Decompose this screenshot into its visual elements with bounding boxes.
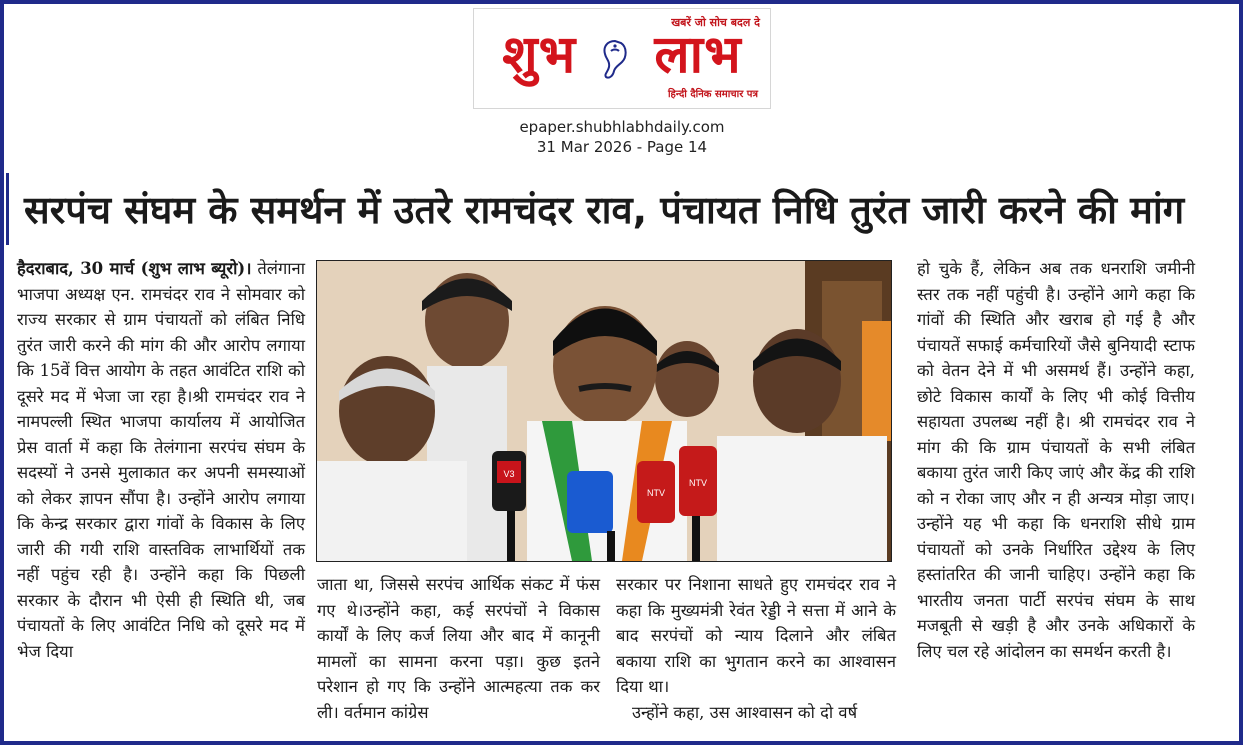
article-column-1-text: तेलंगाना भाजपा अध्यक्ष एन. रामचंदर राव ने सोमवार को राज्य सरकार से ग्राम पंचायतों को लंबित निधि तुरंत जारी करने की मांग की और आरोप लगाया कि 15वें वित्त आयोग के तहत आवंटित राशि को दूसरे मद में भेजा जा रहा है।श्री रामचंदर राव ने नामपल्ली स्थित भाजपा कार्यालय में आयोजित प्रेस वार्ता में कहा कि तेलंगाना सरपंच संघम के सदस्यों ने उनसे मुलाकात कर अपनी समस्याओं को लेकर ज्ञापन सौंपा है। उन्होंने आरोप लगाया कि केन्द्र सरकार द्वारा गांवों के विकास के लिए जारी की गयी राशि वास्तविक लाभार्थियों तक नहीं पहुंच रही है। उन्होंने कहा कि पिछली सरकार के दौरान भी ऐसी ही स्थिति थी, जब पंचायतों के लिए आवंटित निधि को दूसरे मद में भेज दिया — [17, 259, 305, 661]
headline-accent-bar — [6, 173, 9, 245]
article-column-4 — [917, 256, 1195, 664]
masthead-tagline: खबरें जो सोच बदल दे — [671, 16, 760, 29]
logo-wordmark — [474, 23, 770, 87]
logo-word-left: शुभ — [502, 25, 577, 85]
ganesh-icon — [597, 37, 633, 79]
epaper-url[interactable]: epaper.shubhlabhdaily.com — [519, 118, 725, 136]
photo-illustration — [317, 261, 892, 562]
article-column-3 — [616, 572, 896, 725]
masthead-logo[interactable] — [473, 8, 771, 109]
article-column-3-text: सरकार पर निशाना साधते हुए रामचंदर राव ने कहा कि मुख्यमंत्री रेवंत रेड्डी ने सत्ता में आने के बाद सरपंचों को न्याय दिलाने और लंबित बकाया राशि का भुगतान करने का आश्वासन दिया था। — [616, 575, 896, 696]
press-conference-photo — [316, 260, 892, 562]
article-column-2 — [317, 572, 600, 725]
mic-label-ntv-2: NTV — [689, 478, 707, 488]
mic-label-v3: V3 — [503, 469, 515, 479]
article-column-1 — [17, 256, 305, 664]
masthead-subtagline: हिन्दी दैनिक समाचार पत्र — [667, 89, 758, 100]
mic-label-ntv-1: NTV — [647, 488, 665, 498]
article-headline: सरपंच संघम के समर्थन में उतरे रामचंदर राव, पंचायत निधि तुरंत जारी करने की मांग — [24, 188, 1185, 232]
article-dateline: हैदराबाद, 30 मार्च (शुभ लाभ ब्यूरो)। — [17, 259, 252, 278]
edition-date-page: 31 Mar 2026 - Page 14 — [536, 138, 708, 156]
article-column-3-paragraph-2: उन्होंने कहा, उस आश्वासन को दो वर्ष — [632, 702, 858, 722]
logo-word-right: लाभ — [654, 25, 742, 85]
article-column-2-text: जाता था, जिससे सरपंच आर्थिक संकट में फंस गए थे।उन्होंने कहा, कई सरपंचों ने विकास कार्यों के लिए कर्ज लिया और बाद में कानूनी मामलों का सामना करना पड़ा। कुछ इतने परेशान हो गए कि उन्होंने आत्महत्या तक कर ली। वर्तमान कांग्रेस — [317, 575, 600, 722]
article-column-4-text: हो चुके हैं, लेकिन अब तक धनराशि जमीनी स्तर तक नहीं पहुंची है। उन्होंने आगे कहा कि गांवों की स्थिति और खराब हो गई है और पंचायतें सफाई कर्मचारियों जैसे बुनियादी स्टाफ को वेतन देने में भी असमर्थ हैं। उन्होंने कहा, छोटे विकास कार्यों के लिए भी कोई वित्तीय सहायता उपलब्ध नहीं है। श्री रामचंदर राव ने मांग की कि ग्राम पंचायतों के सभी लंबित बकाया तुरंत जारी किए जाएं और केंद्र की राशि को न रोका जाए और न ही अन्यत्र मोड़ा जाए। उन्होंने यह भी कहा कि धनराशि सीधे ग्राम पंचायतों को उनके निर्धारित उद्देश्य के लिए हस्तांतरित की जानी चाहिए। उन्होंने कहा कि भारतीय जनता पार्टी सरपंच संघम के साथ मजबूती से खड़ी है और उनके अधिकारों के लिए चल रहे आंदोलन का समर्थन करती है। — [917, 259, 1195, 661]
